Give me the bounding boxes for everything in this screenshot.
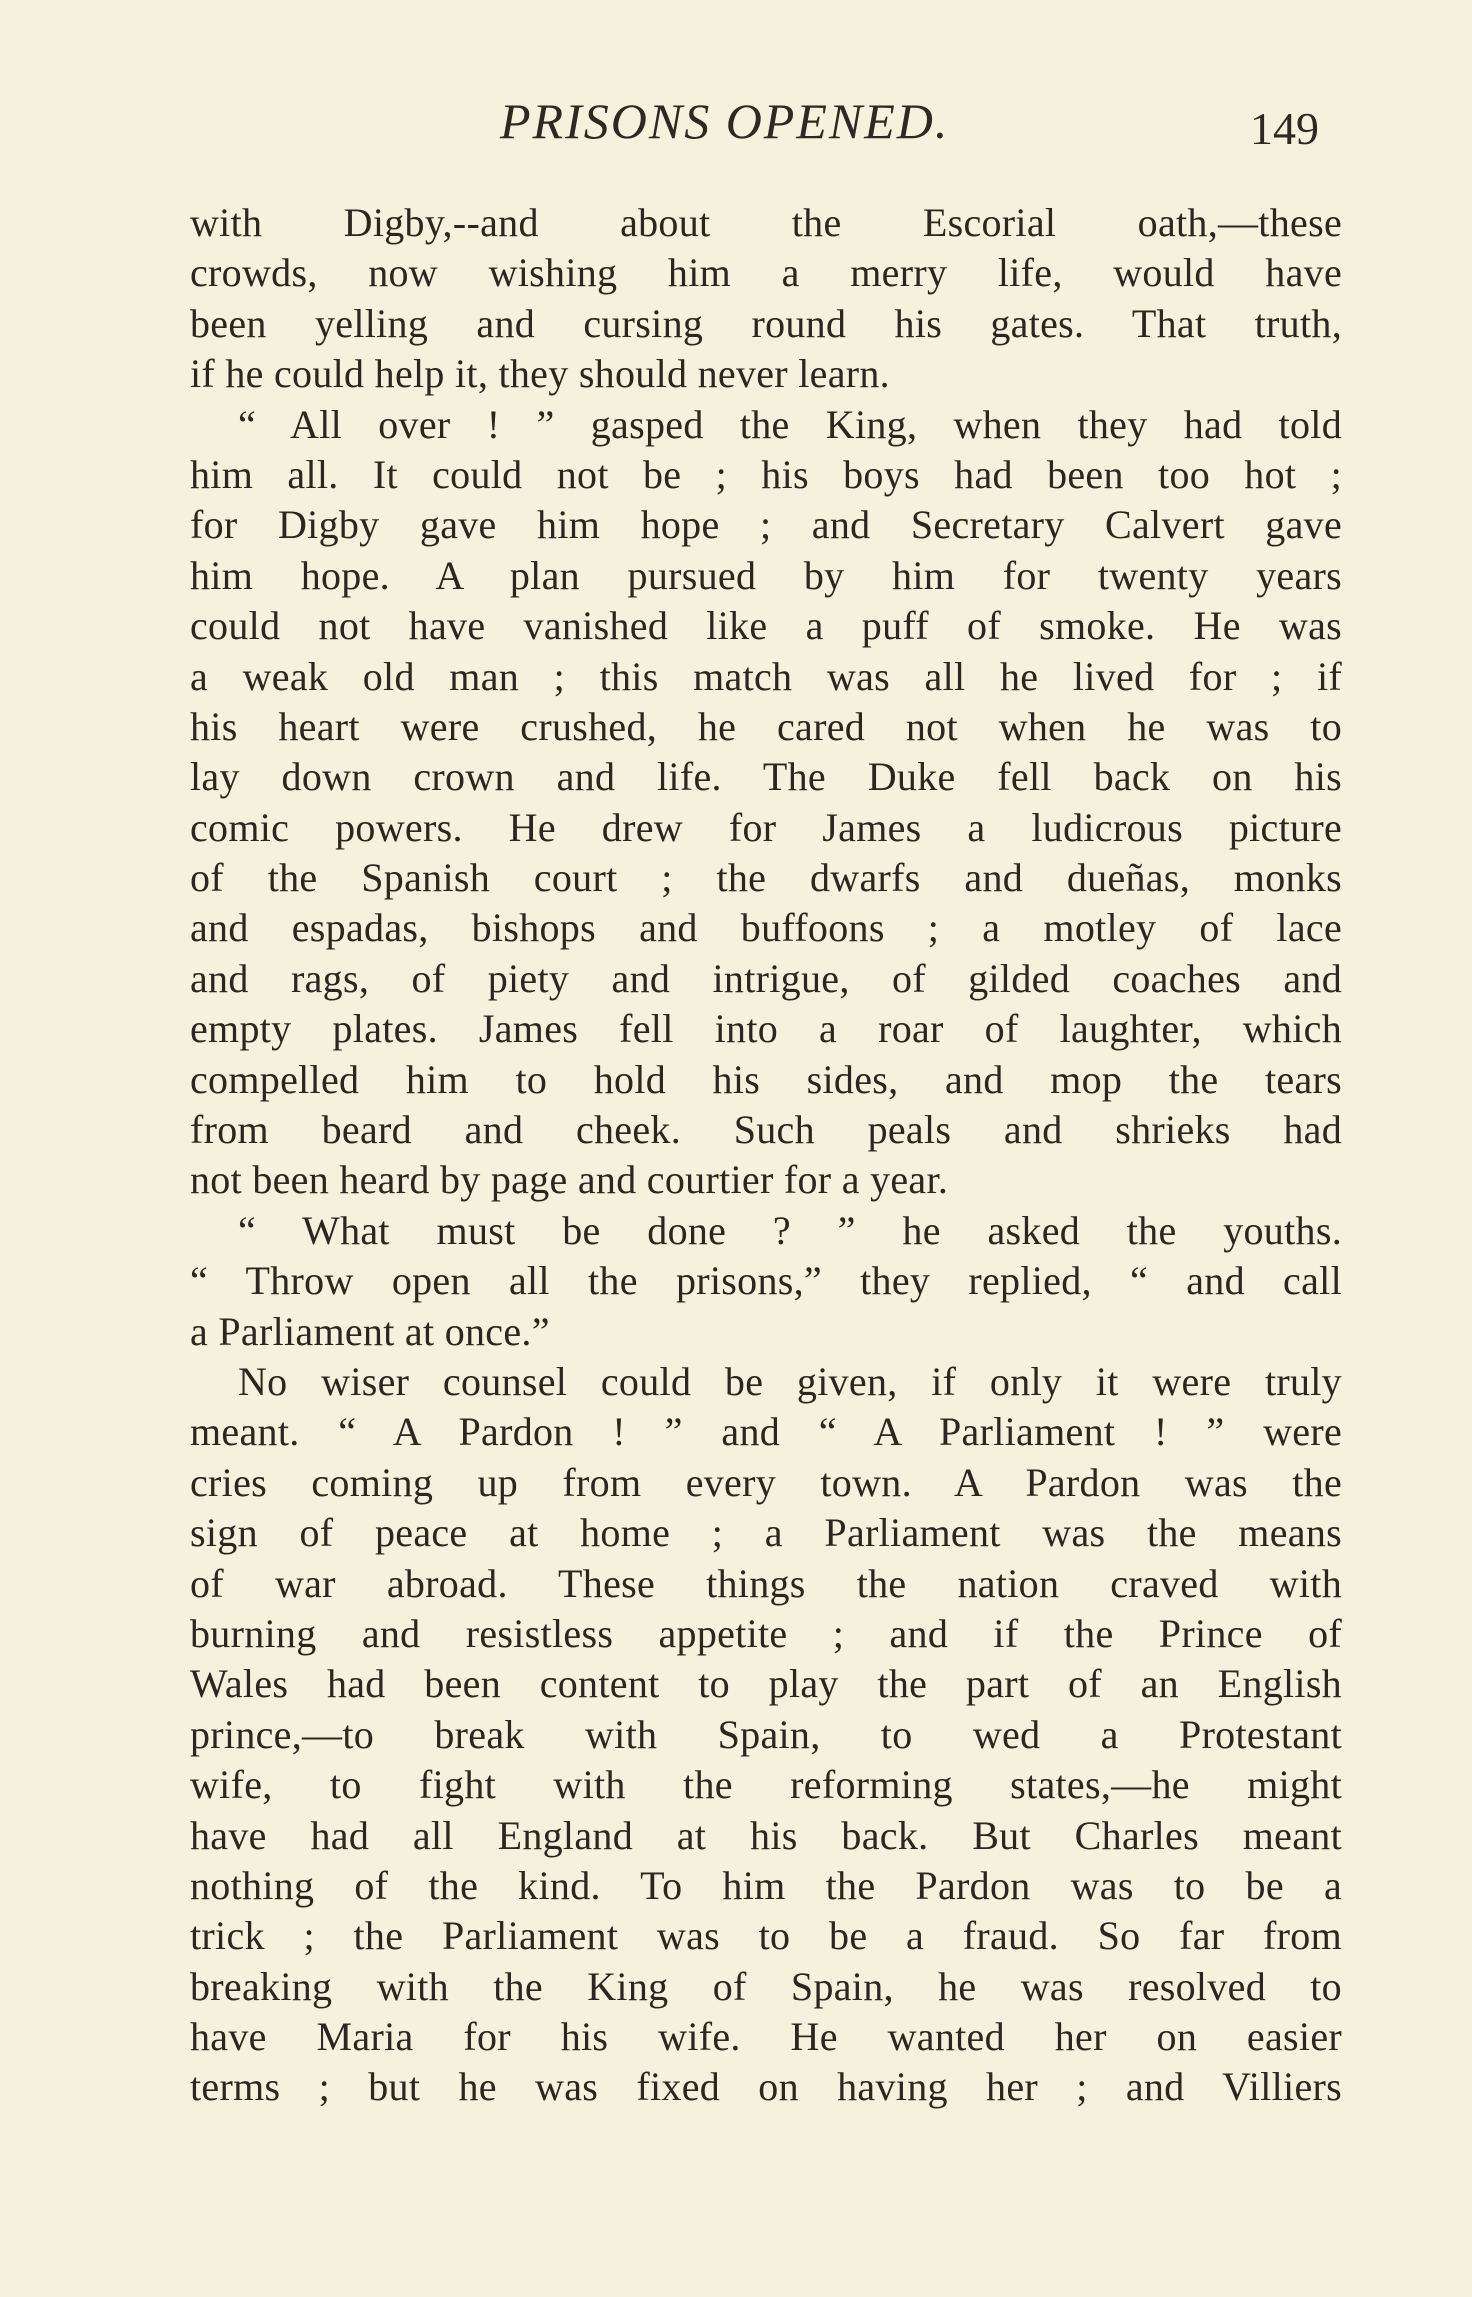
text-line: terms ; but he was fixed on having her ; and Villiers (190, 2064, 1342, 2110)
text-line: and rags, of piety and intrigue, of gilded coaches and (190, 955, 1342, 1001)
text-line: him hope. A plan pursued by him for twenty years (190, 552, 1342, 598)
text-line: burning and resistless appetite ; and if the Prince of (190, 1610, 1342, 1656)
text-line: breaking with the King of Spain, he was resolved to (190, 1963, 1342, 2009)
text-line: if he could help it, they should never learn. (190, 351, 890, 397)
page-number: 149 (1250, 103, 1319, 154)
text-line: compelled him to hold his sides, and mop the tears (190, 1056, 1342, 1102)
text-line: of the Spanish court ; the dwarfs and dueñas, monks (190, 855, 1342, 901)
text-line: not been heard by page and courtier for a year. (190, 1157, 949, 1203)
text-line: “ All over ! ” gasped the King, when they had told (238, 401, 1342, 447)
text-line: prince,—to break with Spain, to wed a Protestant (190, 1711, 1342, 1757)
text-line: his heart were crushed, he cared not when he was to (190, 703, 1342, 749)
text-line: from beard and cheek. Such peals and shrieks had (190, 1107, 1342, 1153)
text-line: been yelling and cursing round his gates. That truth, (190, 300, 1342, 346)
text-line: and espadas, bishops and buffoons ; a motley of lace (190, 905, 1342, 951)
text-line: could not have vanished like a puff of smoke. He was (190, 603, 1342, 649)
text-line: comic powers. He drew for James a ludicrous picture (190, 804, 1342, 850)
text-line: Wales had been content to play the part of an English (190, 1661, 1342, 1707)
text-line: “ What must be done ? ” he asked the youths. (238, 1207, 1342, 1253)
text-line: meant. “ A Pardon ! ” and “ A Parliament ! ” were (190, 1409, 1342, 1455)
text-line: him all. It could not be ; his boys had been too hot ; (190, 451, 1342, 497)
text-line: have Maria for his wife. He wanted her on easier (190, 2014, 1342, 2060)
running-head (0, 92, 1472, 162)
text-line: for Digby gave him hope ; and Secretary Calvert gave (190, 502, 1342, 548)
text-line: trick ; the Parliament was to be a fraud. So far from (190, 1913, 1342, 1959)
text-line: wife, to fight with the reforming states,—he might (190, 1762, 1342, 1808)
text-line: lay down crown and life. The Duke fell back on his (190, 754, 1342, 800)
body-text (190, 198, 1342, 2113)
text-line: have had all England at his back. But Charles meant (190, 1812, 1342, 1858)
text-line: nothing of the kind. To him the Pardon was to be a (190, 1862, 1342, 1908)
text-line: with Digby,--and about the Escorial oath,—these (190, 200, 1342, 245)
text-line: sign of peace at home ; a Parliament was the means (190, 1510, 1342, 1556)
text-line: a Parliament at once.” (190, 1308, 550, 1354)
running-title: PRISONS OPENED. (500, 93, 950, 149)
text-line: No wiser counsel could be given, if only it were truly (238, 1358, 1342, 1404)
text-line: empty plates. James fell into a roar of laughter, which (190, 1006, 1342, 1052)
text-line: of war abroad. These things the nation craved with (190, 1560, 1342, 1606)
text-line: “ Throw open all the prisons,” they replied, “ and call (190, 1258, 1342, 1304)
text-line: cries coming up from every town. A Pardon was the (190, 1459, 1342, 1505)
text-line: crowds, now wishing him a merry life, would have (190, 250, 1342, 296)
text-line: a weak old man ; this match was all he lived for ; if (190, 653, 1342, 699)
